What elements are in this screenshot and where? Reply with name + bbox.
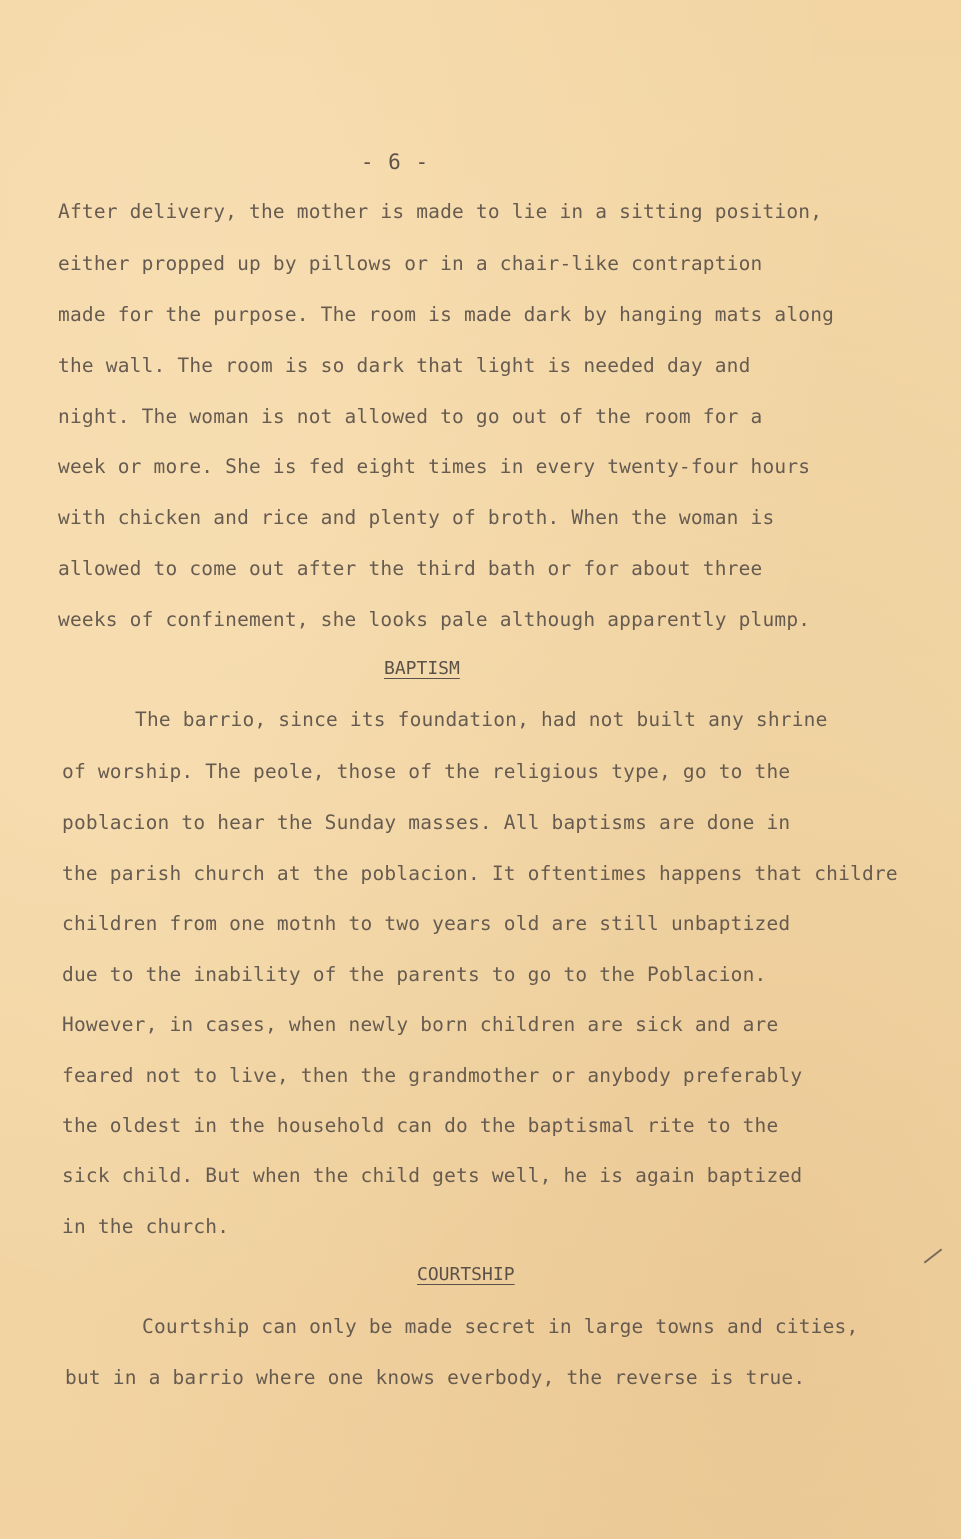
paragraph-line: in the church. [62,1215,230,1238]
paragraph-line: Courtship can only be made secret in large towns and cities, [142,1315,859,1338]
page-number: - 6 - [360,150,430,174]
paragraph-line: sick child. But when the child gets well, he is again baptized [62,1164,803,1187]
paragraph-line: but in a barrio where one knows everbody, the reverse is true. [65,1366,806,1389]
paragraph-line: with chicken and rice and plenty of broth. When the woman is [58,506,775,529]
paragraph-line: allowed to come out after the third bath or for about three [58,557,763,580]
paragraph-line: feared not to live, then the grandmother or anybody preferably [62,1064,803,1087]
paragraph-line: the oldest in the household can do the baptismal rite to the [62,1114,779,1137]
section-heading-baptism: BAPTISM [384,658,460,679]
paragraph-line: of worship. The peole, those of the religious type, go to the [62,760,791,783]
pencil-mark [924,1248,943,1263]
paragraph-line: The barrio, since its foundation, had not built any shrine [135,708,828,731]
paragraph-line: children from one motnh to two years old are still unbaptized [62,912,791,935]
paragraph-line: week or more. She is fed eight times in every twenty-four hours [58,455,811,478]
paragraph-line: due to the inability of the parents to go to the Poblacion. [62,963,767,986]
paragraph-line: the parish church at the poblacion. It oftentimes happens that childre [62,862,898,885]
section-heading-courtship: COURTSHIP [417,1264,515,1285]
paragraph-line: weeks of confinement, she looks pale although apparently plump. [58,608,811,631]
paragraph-line: However, in cases, when newly born children are sick and are [62,1013,779,1036]
paragraph-line: the wall. The room is so dark that light is needed day and [58,354,751,377]
paragraph-line: either propped up by pillows or in a chair-like contraption [58,252,763,275]
paragraph-line: After delivery, the mother is made to lie in a sitting position, [58,200,823,223]
paragraph-line: poblacion to hear the Sunday masses. All baptisms are done in [62,811,791,834]
paragraph-line: made for the purpose. The room is made dark by hanging mats along [58,303,835,326]
paragraph-line: night. The woman is not allowed to go out of the room for a [58,405,763,428]
